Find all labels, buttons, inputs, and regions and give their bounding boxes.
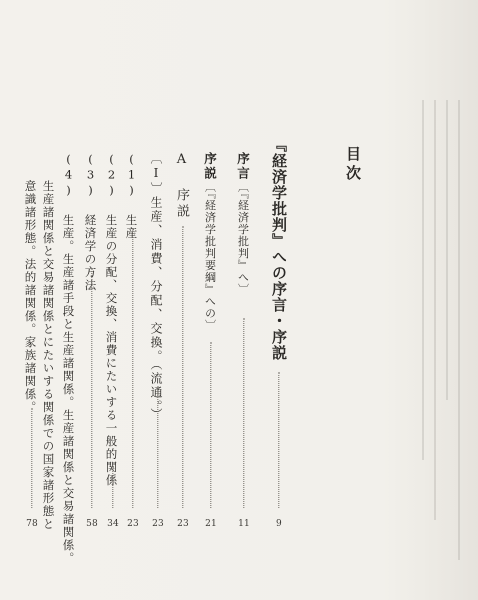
toc-entry-intro: [203, 0, 219, 600]
toc-entry-sub-1: [125, 0, 141, 600]
toc-part-a-text: A 序説: [174, 152, 189, 220]
toc-preface-text: 〔『経済学批判』へ〕: [236, 181, 250, 296]
toc-entry-item-1: [150, 0, 166, 600]
toc-entry-sub-4-line-3: [24, 0, 40, 600]
toc-heading-text: 目次: [344, 146, 362, 184]
toc-sub-4-line-3: 意識諸形態。法的諸関係。家族諸関係。: [23, 180, 38, 414]
toc-leader-dots: [91, 268, 92, 508]
toc-sub-3-text: (3) 経済学の方法: [83, 152, 98, 292]
toc-sub-4-line-2: 生産諸関係と交易諸関係とにたいする関係での国家諸形態と: [41, 180, 56, 531]
page-number: 23: [127, 519, 139, 529]
toc-entry-sub-4-line-1: [62, 0, 78, 600]
facing-page-bleed: [416, 0, 478, 600]
toc-preface-label: 序言: [235, 152, 251, 181]
page-number: 58: [86, 519, 98, 529]
page-number: 9: [276, 519, 282, 529]
toc-leader-dots: [157, 386, 158, 508]
toc-intro-label: 序説: [202, 152, 218, 181]
toc-leader-dots: [278, 372, 279, 508]
toc-entry-preface: [236, 0, 252, 600]
toc-entry-part-a: [175, 0, 191, 600]
toc-leader-dots: [112, 466, 113, 508]
page-number: 23: [177, 519, 189, 529]
toc-title-text: 『経済学批判』への序言・序説: [270, 137, 288, 361]
page-number: 78: [26, 519, 38, 529]
toc-entry-sub-3: [84, 0, 100, 600]
toc-entry-title: [271, 0, 287, 600]
toc-leader-dots: [182, 226, 183, 508]
toc-leader-dots: [31, 408, 32, 508]
toc-item-1-text: 〔I〕生産、消費、分配、交換。（流通。）: [149, 152, 163, 422]
toc-sub-1-text: (1) 生産: [124, 152, 139, 240]
toc-heading: [345, 0, 361, 600]
toc-entry-label: [236, 152, 249, 296]
toc-leader-dots: [243, 318, 244, 508]
toc-sub-4-line-1: (4) 生産。生産諸手段と生産諸関係。生産諸関係と交易諸関係。: [61, 152, 76, 565]
page-number: 11: [238, 519, 250, 529]
toc-leader-dots: [210, 342, 211, 508]
page-number: 34: [107, 519, 119, 529]
toc-entry-label: [203, 152, 216, 332]
toc-entry-sub-4-line-2: [42, 0, 58, 600]
page-number: 21: [205, 519, 217, 529]
toc-intro-text: 〔『経済学批判要綱』への〕: [203, 181, 217, 332]
toc-entry-sub-2: [105, 0, 121, 600]
toc-leader-dots: [132, 228, 133, 508]
page-number: 23: [152, 519, 164, 529]
toc-sub-2-text: (2) 生産の分配、交換、消費にたいする一般的関係: [104, 152, 119, 487]
